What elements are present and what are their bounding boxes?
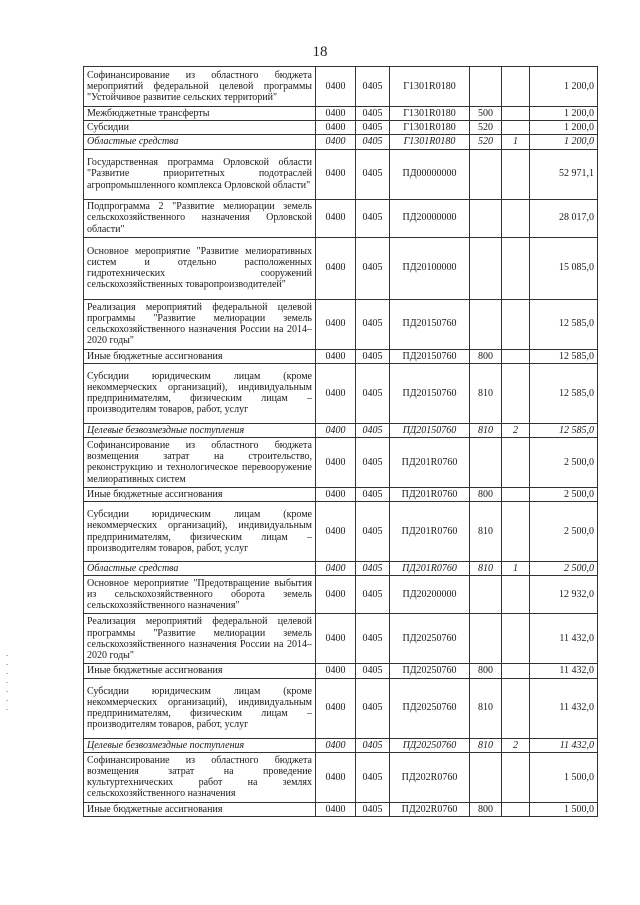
table-row bbox=[84, 135, 598, 149]
row-csr: ПД20150760 bbox=[390, 363, 470, 423]
table-row bbox=[84, 576, 598, 614]
row-vr: 800 bbox=[470, 487, 502, 501]
row-csr: ПД00000000 bbox=[390, 149, 470, 199]
row-name: Субсидии юридическим лицам (кроме некоммерческих организаций), индивидуальным предпринимателям, физическим лицам – производителям товаров, работ, услуг bbox=[84, 678, 316, 738]
row-name: Областные средства bbox=[84, 135, 316, 149]
row-vr: 800 bbox=[470, 664, 502, 678]
table-row bbox=[84, 423, 598, 437]
row-csr: ПД20200000 bbox=[390, 576, 470, 614]
row-rz: 0400 bbox=[316, 802, 356, 816]
row-rz: 0400 bbox=[316, 237, 356, 299]
row-name: Областные средства bbox=[84, 562, 316, 576]
row-src bbox=[502, 363, 530, 423]
row-pr: 0405 bbox=[356, 135, 390, 149]
row-name: Целевые безвозмездные поступления bbox=[84, 423, 316, 437]
row-amount: 11 432,0 bbox=[530, 738, 598, 752]
row-src bbox=[502, 121, 530, 135]
row-vr: 520 bbox=[470, 121, 502, 135]
row-src bbox=[502, 437, 530, 487]
row-amount: 1 200,0 bbox=[530, 67, 598, 107]
row-csr: ПД202R0760 bbox=[390, 752, 470, 802]
row-amount: 1 200,0 bbox=[530, 135, 598, 149]
row-src bbox=[502, 67, 530, 107]
row-name: Реализация мероприятий федеральной целевой программы "Развитие мелиорации земель сельскохозяйственного назначения России на 2014–2020 годы" bbox=[84, 614, 316, 664]
row-name: Иные бюджетные ассигнования bbox=[84, 349, 316, 363]
row-name: Иные бюджетные ассигнования bbox=[84, 487, 316, 501]
row-pr: 0405 bbox=[356, 423, 390, 437]
row-vr: 800 bbox=[470, 349, 502, 363]
row-rz: 0400 bbox=[316, 487, 356, 501]
row-rz: 0400 bbox=[316, 135, 356, 149]
row-pr: 0405 bbox=[356, 349, 390, 363]
row-vr bbox=[470, 299, 502, 349]
table-row bbox=[84, 149, 598, 199]
row-amount: 1 200,0 bbox=[530, 107, 598, 121]
row-pr: 0405 bbox=[356, 237, 390, 299]
row-csr: ПД202R0760 bbox=[390, 802, 470, 816]
row-csr: ПД20100000 bbox=[390, 237, 470, 299]
row-vr: 520 bbox=[470, 135, 502, 149]
row-csr: ПД201R0760 bbox=[390, 487, 470, 501]
table-row bbox=[84, 738, 598, 752]
row-rz: 0400 bbox=[316, 199, 356, 237]
row-vr: 810 bbox=[470, 423, 502, 437]
row-vr: 500 bbox=[470, 107, 502, 121]
row-src bbox=[502, 487, 530, 501]
row-pr: 0405 bbox=[356, 614, 390, 664]
row-vr bbox=[470, 149, 502, 199]
row-amount: 15 085,0 bbox=[530, 237, 598, 299]
row-pr: 0405 bbox=[356, 67, 390, 107]
row-pr: 0405 bbox=[356, 107, 390, 121]
budget-table bbox=[83, 66, 598, 817]
table-row bbox=[84, 107, 598, 121]
row-vr bbox=[470, 752, 502, 802]
row-csr: ПД20250760 bbox=[390, 664, 470, 678]
row-name: Субсидии юридическим лицам (кроме некоммерческих организаций), индивидуальным предпринимателям, физическим лицам – производителям товаров, работ, услуг bbox=[84, 502, 316, 562]
row-rz: 0400 bbox=[316, 349, 356, 363]
table-row bbox=[84, 678, 598, 738]
row-pr: 0405 bbox=[356, 752, 390, 802]
table-row bbox=[84, 614, 598, 664]
row-rz: 0400 bbox=[316, 299, 356, 349]
row-src: 1 bbox=[502, 135, 530, 149]
row-pr: 0405 bbox=[356, 738, 390, 752]
row-rz: 0400 bbox=[316, 562, 356, 576]
page-number: 18 bbox=[312, 44, 328, 60]
row-vr bbox=[470, 614, 502, 664]
row-src bbox=[502, 502, 530, 562]
row-csr: Г1301R0180 bbox=[390, 135, 470, 149]
row-csr: ПД201R0760 bbox=[390, 437, 470, 487]
row-src bbox=[502, 149, 530, 199]
row-amount: 2 500,0 bbox=[530, 502, 598, 562]
scan-margin-marks bbox=[6, 655, 10, 715]
row-name: Подпрограмма 2 "Развитие мелиорации земель сельскохозяйственного назначения Орловской области" bbox=[84, 199, 316, 237]
row-csr: Г1301R0180 bbox=[390, 121, 470, 135]
row-amount: 12 932,0 bbox=[530, 576, 598, 614]
row-name: Софинансирование из областного бюджета мероприятий федеральной целевой программы "Устойчивое развитие сельских территорий" bbox=[84, 67, 316, 107]
row-src bbox=[502, 664, 530, 678]
row-rz: 0400 bbox=[316, 149, 356, 199]
row-csr: ПД20150760 bbox=[390, 349, 470, 363]
row-src: 2 bbox=[502, 738, 530, 752]
row-amount: 2 500,0 bbox=[530, 437, 598, 487]
row-amount: 28 017,0 bbox=[530, 199, 598, 237]
row-vr: 810 bbox=[470, 738, 502, 752]
table-row bbox=[84, 502, 598, 562]
row-amount: 12 585,0 bbox=[530, 349, 598, 363]
row-vr: 810 bbox=[470, 678, 502, 738]
table-row bbox=[84, 67, 598, 107]
row-src bbox=[502, 349, 530, 363]
row-pr: 0405 bbox=[356, 299, 390, 349]
row-src bbox=[502, 614, 530, 664]
row-csr: ПД20250760 bbox=[390, 738, 470, 752]
row-amount: 12 585,0 bbox=[530, 299, 598, 349]
row-rz: 0400 bbox=[316, 614, 356, 664]
row-pr: 0405 bbox=[356, 199, 390, 237]
row-amount: 2 500,0 bbox=[530, 562, 598, 576]
row-src bbox=[502, 199, 530, 237]
row-rz: 0400 bbox=[316, 738, 356, 752]
row-vr bbox=[470, 237, 502, 299]
row-src bbox=[502, 237, 530, 299]
row-rz: 0400 bbox=[316, 502, 356, 562]
row-amount: 12 585,0 bbox=[530, 363, 598, 423]
row-vr: 810 bbox=[470, 562, 502, 576]
row-csr: Г1301R0180 bbox=[390, 67, 470, 107]
row-rz: 0400 bbox=[316, 107, 356, 121]
table-row bbox=[84, 199, 598, 237]
row-vr: 810 bbox=[470, 502, 502, 562]
row-csr: Г1301R0180 bbox=[390, 107, 470, 121]
row-csr: ПД20000000 bbox=[390, 199, 470, 237]
row-pr: 0405 bbox=[356, 363, 390, 423]
row-vr: 800 bbox=[470, 802, 502, 816]
row-rz: 0400 bbox=[316, 363, 356, 423]
table-row bbox=[84, 487, 598, 501]
row-amount: 2 500,0 bbox=[530, 487, 598, 501]
row-name: Софинансирование из областного бюджета возмещения затрат на строительство, реконструкцию и технологическое перевооружение мелиоративных систем bbox=[84, 437, 316, 487]
row-name: Иные бюджетные ассигнования bbox=[84, 802, 316, 816]
row-src bbox=[502, 802, 530, 816]
row-pr: 0405 bbox=[356, 487, 390, 501]
row-name: Межбюджетные трансферты bbox=[84, 107, 316, 121]
row-pr: 0405 bbox=[356, 149, 390, 199]
row-name: Иные бюджетные ассигнования bbox=[84, 664, 316, 678]
table-row bbox=[84, 664, 598, 678]
row-src bbox=[502, 576, 530, 614]
row-name: Субсидии bbox=[84, 121, 316, 135]
table-row bbox=[84, 237, 598, 299]
row-vr bbox=[470, 67, 502, 107]
row-rz: 0400 bbox=[316, 67, 356, 107]
table-row bbox=[84, 562, 598, 576]
row-vr bbox=[470, 576, 502, 614]
table-row bbox=[84, 437, 598, 487]
row-name: Государственная программа Орловской области "Развитие приоритетных подотраслей агропромышленного комплекса Орловской области" bbox=[84, 149, 316, 199]
row-pr: 0405 bbox=[356, 576, 390, 614]
row-amount: 11 432,0 bbox=[530, 678, 598, 738]
row-rz: 0400 bbox=[316, 576, 356, 614]
table-row bbox=[84, 363, 598, 423]
row-src bbox=[502, 752, 530, 802]
row-amount: 1 200,0 bbox=[530, 121, 598, 135]
row-pr: 0405 bbox=[356, 121, 390, 135]
row-pr: 0405 bbox=[356, 664, 390, 678]
row-amount: 11 432,0 bbox=[530, 614, 598, 664]
row-name: Субсидии юридическим лицам (кроме некоммерческих организаций), индивидуальным предпринимателям, физическим лицам – производителям товаров, работ, услуг bbox=[84, 363, 316, 423]
row-name: Целевые безвозмездные поступления bbox=[84, 738, 316, 752]
row-rz: 0400 bbox=[316, 423, 356, 437]
table-row bbox=[84, 121, 598, 135]
row-amount: 11 432,0 bbox=[530, 664, 598, 678]
row-csr: ПД20250760 bbox=[390, 678, 470, 738]
row-src bbox=[502, 107, 530, 121]
row-amount: 1 500,0 bbox=[530, 802, 598, 816]
row-name: Софинансирование из областного бюджета возмещения затрат на проведение культуртехнических работ на землях сельскохозяйственного назначения bbox=[84, 752, 316, 802]
row-rz: 0400 bbox=[316, 121, 356, 135]
row-src bbox=[502, 678, 530, 738]
row-pr: 0405 bbox=[356, 437, 390, 487]
table-row bbox=[84, 752, 598, 802]
table-row bbox=[84, 802, 598, 816]
row-pr: 0405 bbox=[356, 802, 390, 816]
row-name: Основное мероприятие "Предотвращение выбытия из сельскохозяйственного оборота земель сельскохозяйственного назначения" bbox=[84, 576, 316, 614]
row-csr: ПД20250760 bbox=[390, 614, 470, 664]
row-amount: 52 971,1 bbox=[530, 149, 598, 199]
row-src bbox=[502, 299, 530, 349]
row-pr: 0405 bbox=[356, 562, 390, 576]
row-pr: 0405 bbox=[356, 502, 390, 562]
row-name: Основное мероприятие "Развитие мелиоративных систем и отдельно расположенных гидротехнических сооружений сельскохозяйственных товаропроизводителей" bbox=[84, 237, 316, 299]
row-amount: 12 585,0 bbox=[530, 423, 598, 437]
row-vr bbox=[470, 199, 502, 237]
row-vr bbox=[470, 437, 502, 487]
table-row bbox=[84, 349, 598, 363]
row-rz: 0400 bbox=[316, 664, 356, 678]
row-rz: 0400 bbox=[316, 678, 356, 738]
row-rz: 0400 bbox=[316, 437, 356, 487]
table-row bbox=[84, 299, 598, 349]
row-csr: ПД201R0760 bbox=[390, 502, 470, 562]
row-csr: ПД20150760 bbox=[390, 423, 470, 437]
row-rz: 0400 bbox=[316, 752, 356, 802]
row-csr: ПД20150760 bbox=[390, 299, 470, 349]
row-src: 1 bbox=[502, 562, 530, 576]
row-csr: ПД201R0760 bbox=[390, 562, 470, 576]
row-pr: 0405 bbox=[356, 678, 390, 738]
row-src: 2 bbox=[502, 423, 530, 437]
row-amount: 1 500,0 bbox=[530, 752, 598, 802]
row-name: Реализация мероприятий федеральной целевой программы "Развитие мелиорации земель сельскохозяйственного назначения России на 2014–2020 годы" bbox=[84, 299, 316, 349]
row-vr: 810 bbox=[470, 363, 502, 423]
